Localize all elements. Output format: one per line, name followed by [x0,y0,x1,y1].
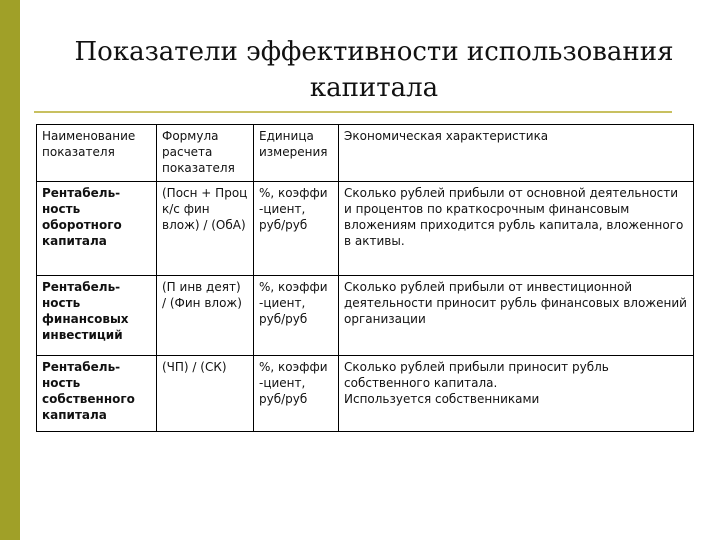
row-formula: (ЧП) / (СК) [157,356,254,432]
title-line-2: капитала [309,73,439,103]
table-header-row [37,125,694,182]
table-row [37,182,694,276]
slide-title [28,34,720,106]
header-name: Наименование показателя [37,125,157,182]
table-row [37,356,694,432]
header-formula: Формула расчета показателя [157,125,254,182]
row-unit: %, коэффи -циент, руб/руб [254,356,339,432]
row-description-cell [339,356,694,432]
header-unit: Единица измерения [254,125,339,182]
indicators-table [36,124,694,432]
title-underline [34,111,672,113]
row-description: Сколько рублей прибыли приносит рубль собственного капитала. [344,360,609,390]
row-name: Рентабель-ность оборотного капитала [37,182,157,276]
row-note: Используется собственниками [344,392,540,406]
row-formula: (П инв деят) / (Фин влож) [157,276,254,356]
row-description: Сколько рублей прибыли от основной деятельности и процентов по краткосрочным финансовым вложениям приходится рубль капитала, вложенного в активы. [339,182,694,276]
row-name: Рентабель-ность собственного капитала [37,356,157,432]
title-line-1: Показатели эффективности использования [74,37,674,67]
header-description: Экономическая характеристика [339,125,694,182]
row-unit: %, коэффи -циент, руб/руб [254,276,339,356]
row-formula: (Посн + Проц к/с фин влож) / (ОбА) [157,182,254,276]
table-row [37,276,694,356]
row-name: Рентабель-ность финансовых инвестиций [37,276,157,356]
row-description: Сколько рублей прибыли от инвестиционной деятельности приносит рубль финансовых вложений организации [339,276,694,356]
row-unit: %, коэффи -циент, руб/руб [254,182,339,276]
slide-accent-bar [0,0,20,540]
